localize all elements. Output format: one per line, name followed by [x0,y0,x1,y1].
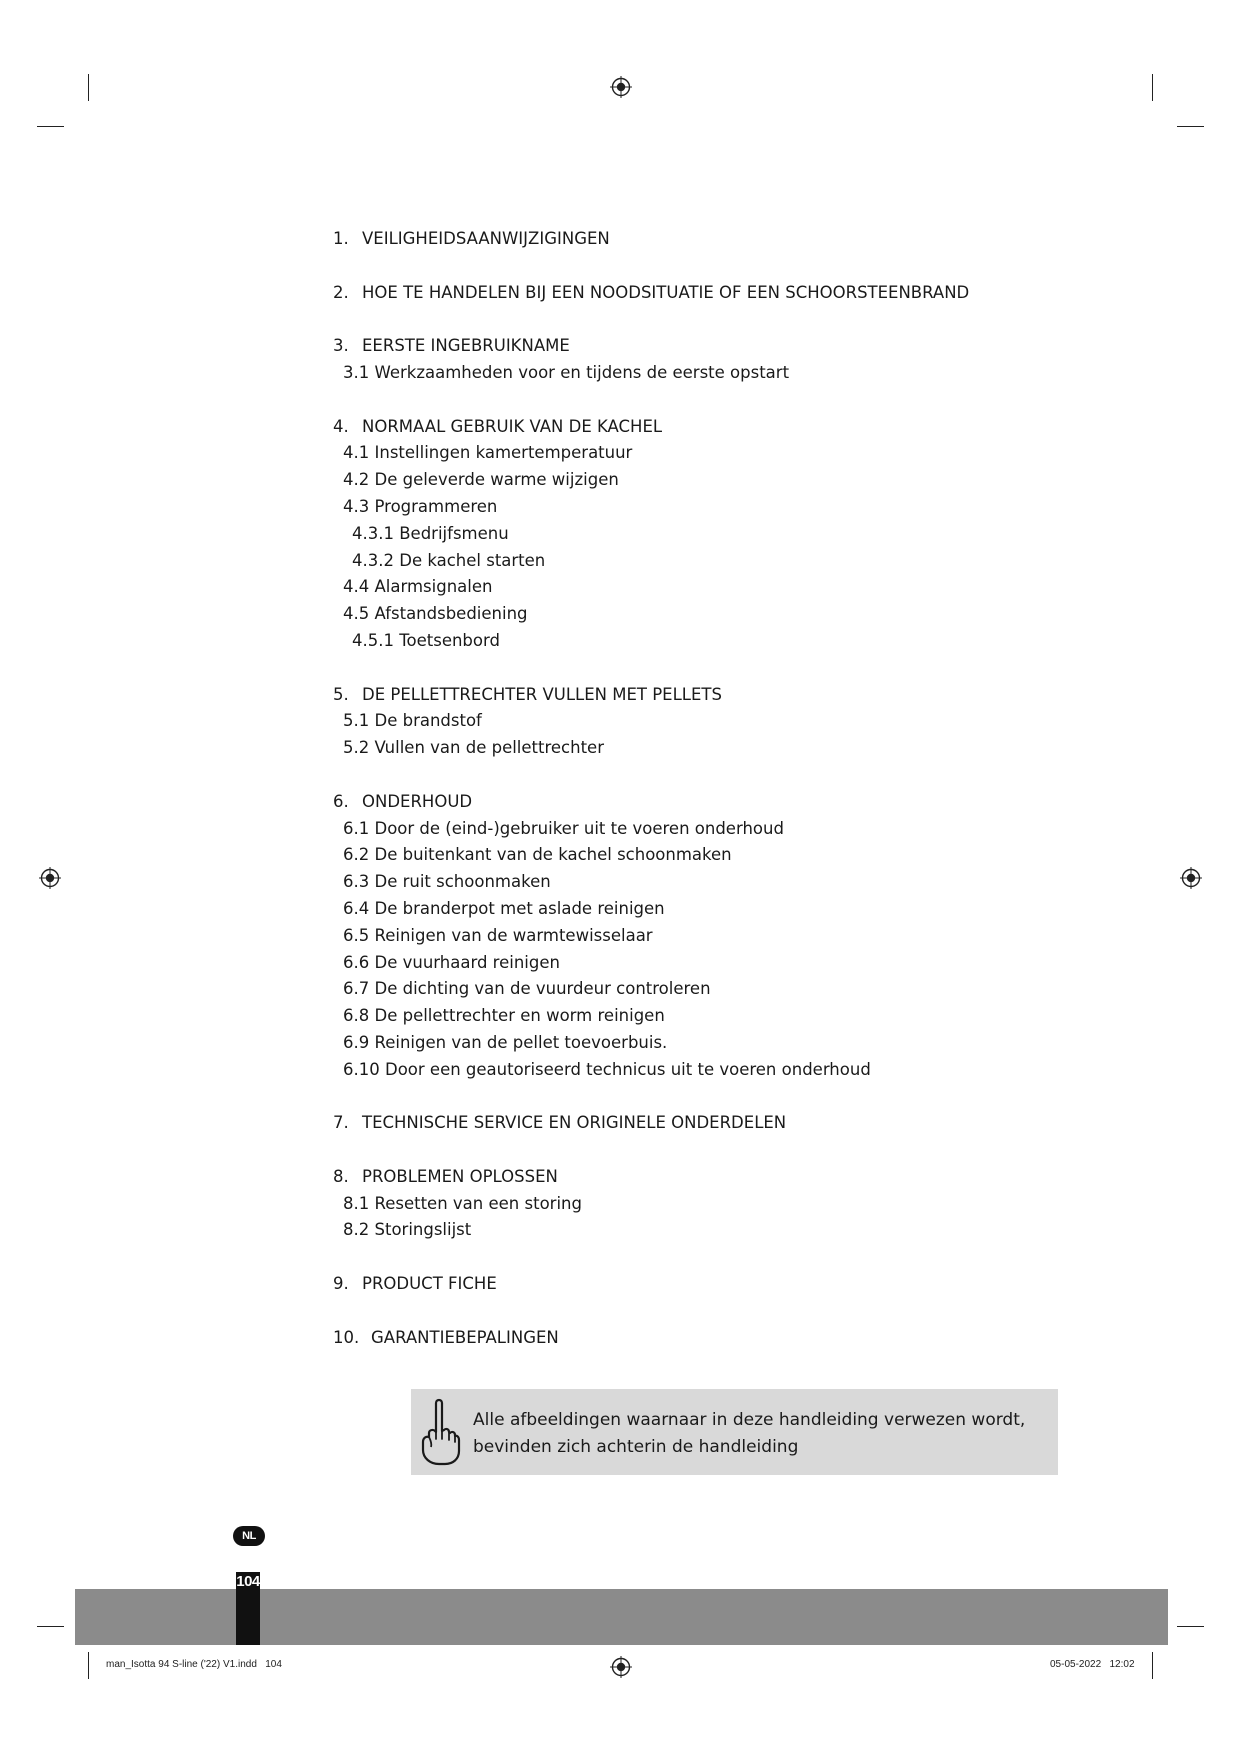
crop-mark [1177,126,1204,127]
toc-section: 6.9 Reinigen van de pellet toevoerbuis. [343,1032,668,1052]
crop-mark [37,1626,64,1627]
toc-chapter: 2. HOE TE HANDELEN BIJ EEN NOODSITUATIE OF EEN SCHOORSTEENBRAND [333,282,970,302]
toc-chapter: 5. DE PELLETTRECHTER VULLEN MET PELLETS [333,684,722,704]
registration-mark-icon [1180,867,1202,889]
toc-section: 6.1 Door de (eind-)gebruiker uit te voeren onderhoud [343,818,784,838]
crop-mark [88,1652,89,1679]
toc-section: 6.5 Reinigen van de warmtewisselaar [343,925,653,945]
toc-chapter: 8. PROBLEMEN OPLOSSEN [333,1166,558,1186]
toc-chapter: 6. ONDERHOUD [333,791,473,811]
toc-section: 3.1 Werkzaamheden voor en tijdens de eerste opstart [343,362,790,382]
toc-section: 8.2 Storingslijst [343,1220,472,1240]
toc-section: 6.6 De vuurhaard reinigen [343,952,560,972]
registration-mark-icon [39,867,61,889]
note-line: Alle afbeeldingen waarnaar in deze handleiding verwezen wordt, [473,1410,1026,1430]
crop-mark [88,74,89,101]
toc-subsection: 4.3.2 De kachel starten [352,550,546,570]
toc-section: 4.3 Programmeren [343,496,498,516]
toc-section: 4.2 De geleverde warme wijzigen [343,470,619,490]
toc-chapter: 3. EERSTE INGEBRUIKNAME [333,336,570,356]
table-of-contents [333,226,1053,1351]
toc-section: 6.8 De pellettrechter en worm reinigen [343,1006,665,1026]
toc-subsection: 4.3.1 Bedrijfsmenu [352,523,509,543]
page-number: 104 [236,1573,260,1590]
date-slug: 05-05-2022 12:02 [1050,1659,1135,1670]
toc-section: 5.2 Vullen van de pellettrechter [343,738,604,758]
toc-chapter: 9. PRODUCT FICHE [333,1274,497,1294]
toc-section: 6.10 Door een geautoriseerd technicus uit te voeren onderhoud [343,1059,871,1079]
toc-section: 5.1 De brandstof [343,711,482,731]
toc-section: 8.1 Resetten van een storing [343,1193,582,1213]
toc-chapter: 4. NORMAAL GEBRUIK VAN DE KACHEL [333,416,663,436]
crop-mark [1152,1652,1153,1679]
toc-section: 6.7 De dichting van de vuurdeur controleren [343,979,711,999]
note-box [411,1389,1058,1475]
note-text [473,1407,1025,1461]
file-slug: man_Isotta 94 S-line ('22) V1.indd 104 [106,1659,282,1670]
toc-section: 4.1 Instellingen kamertemperatuur [343,443,633,463]
crop-mark [37,126,64,127]
toc-section: 4.5 Afstandsbediening [343,604,528,624]
crop-mark [1152,74,1153,101]
toc-section: 6.2 De buitenkant van de kachel schoonmaken [343,845,732,865]
registration-mark-icon [610,76,632,98]
toc-chapter: 1. VEILIGHEIDSAANWIJZIGINGEN [333,229,610,248]
toc-subsection: 4.5.1 Toetsenbord [352,630,500,650]
toc-section: 6.3 De ruit schoonmaken [343,872,551,892]
toc-section: 4.4 Alarmsignalen [343,577,493,597]
toc-chapter: 7. TECHNISCHE SERVICE EN ORIGINELE ONDERDELEN [333,1113,787,1133]
toc-section: 6.4 De branderpot met aslade reinigen [343,898,665,918]
toc-chapter: 10. GARANTIEBEPALINGEN [333,1327,559,1347]
registration-mark-icon [610,1656,632,1678]
crop-mark [1177,1626,1204,1627]
language-badge: NL [233,1526,265,1546]
note-line: bevinden zich achterin de handleiding [473,1437,799,1457]
pointing-hand-icon [417,1397,461,1467]
